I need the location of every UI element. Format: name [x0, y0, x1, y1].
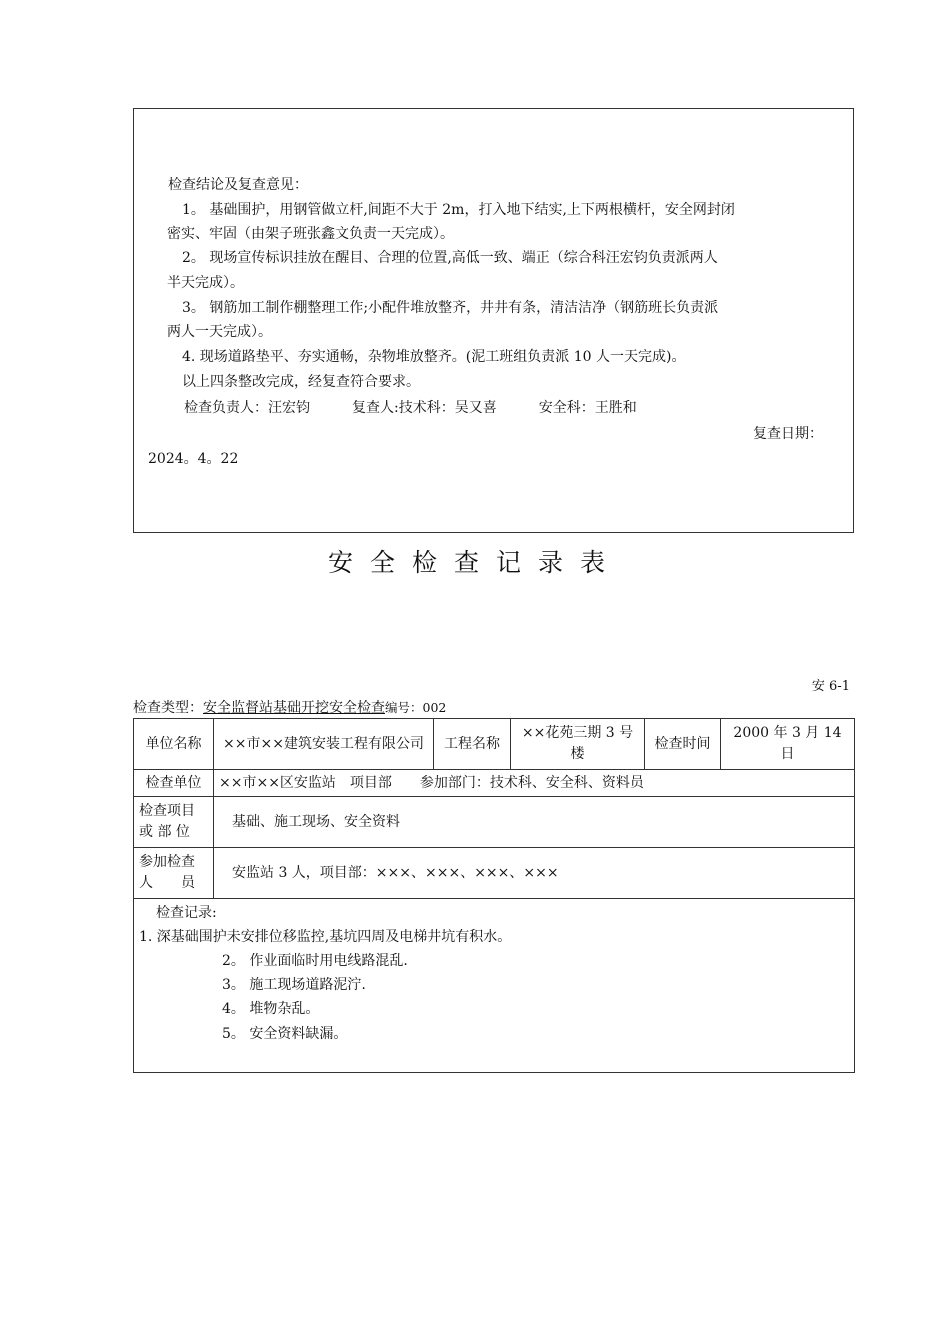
- inspection-unit-value: ××市××区安监站 项目部 参加部门：技术科、安全科、资料员: [214, 770, 855, 797]
- review-date: 2024。4。22: [148, 451, 239, 467]
- review-box: [133, 108, 854, 533]
- record-item: 5。 安全资料缺漏。: [222, 1026, 348, 1042]
- review-item: 1。 基础围护，用钢管做立杆,间距不大于 2m，打入地下结实,上下两根横杆，安全网封闭: [182, 202, 735, 218]
- review-item: 以上四条整改完成，经复查符合要求。: [182, 374, 420, 390]
- record-item: 4。 堆物杂乱。: [222, 1001, 320, 1017]
- inspection-time-value: 2000 年 3 月 14 日: [721, 719, 855, 770]
- review-item: 2。 现场宣传标识挂放在醒目、合理的位置,高低一致、端正（综合科汪宏钧负责派两人: [182, 250, 718, 266]
- review-item: 3。 钢筋加工制作棚整理工作;小配件堆放整齐，井井有条，清洁洁净（钢筋班长负责派: [182, 300, 719, 316]
- record-item: 3。 施工现场道路泥泞.: [222, 977, 366, 993]
- page-title: 安全检查记录表: [327, 548, 622, 577]
- review-item: 密实、牢固（由架子班张鑫文负责一天完成）。: [167, 226, 454, 242]
- review-item: 4. 现场道路垫平、夯实通畅，杂物堆放整齐。(泥工班组负责派 10 人一天完成)。: [182, 349, 686, 365]
- unit-name-value: ××市××建筑安装工程有限公司: [214, 719, 434, 770]
- review-date-label: 复查日期：: [753, 426, 823, 442]
- inspection-item-label: 检查项目或 部 位: [134, 797, 214, 848]
- review-heading: 检查结论及复查意见：: [168, 177, 308, 193]
- inspection-staff-value: 安监站 3 人，项目部：×××、×××、×××、×××: [214, 848, 855, 899]
- inspection-time-label: 检查时间: [645, 719, 721, 770]
- inspection-table: [133, 718, 855, 1073]
- unit-name-label: 单位名称: [134, 719, 214, 770]
- inspection-item-value: 基础、施工现场、安全资料: [214, 797, 855, 848]
- record-number: 编号：002: [385, 700, 447, 715]
- inspection-staff-label: 参加检查人 员: [134, 848, 214, 899]
- project-name-label: 工程名称: [434, 719, 511, 770]
- inspection-type-value: 安全监督站基础开挖安全检查: [203, 700, 385, 716]
- record-item: 2。 作业面临时用电线路混乱.: [222, 953, 408, 969]
- signatures: 检查负责人：汪宏钧 复查人:技术科：吴又喜 安全科：王胜和: [184, 400, 637, 416]
- form-code: 安 6-1: [811, 679, 850, 694]
- record-item: 1. 深基础围护未安排位移监控,基坑四周及电梯井坑有积水。: [139, 929, 512, 945]
- inspection-type-label: 检查类型：: [133, 700, 203, 716]
- record-heading: 检查记录:: [156, 905, 217, 921]
- project-name-value: ××花苑三期 3 号楼: [511, 719, 645, 770]
- inspection-record: [134, 899, 855, 1073]
- review-item: 两人一天完成）。: [167, 324, 272, 340]
- inspection-unit-label: 检查单位: [134, 770, 214, 797]
- inspection-type-line: [133, 697, 446, 717]
- review-item: 半天完成）。: [167, 275, 244, 291]
